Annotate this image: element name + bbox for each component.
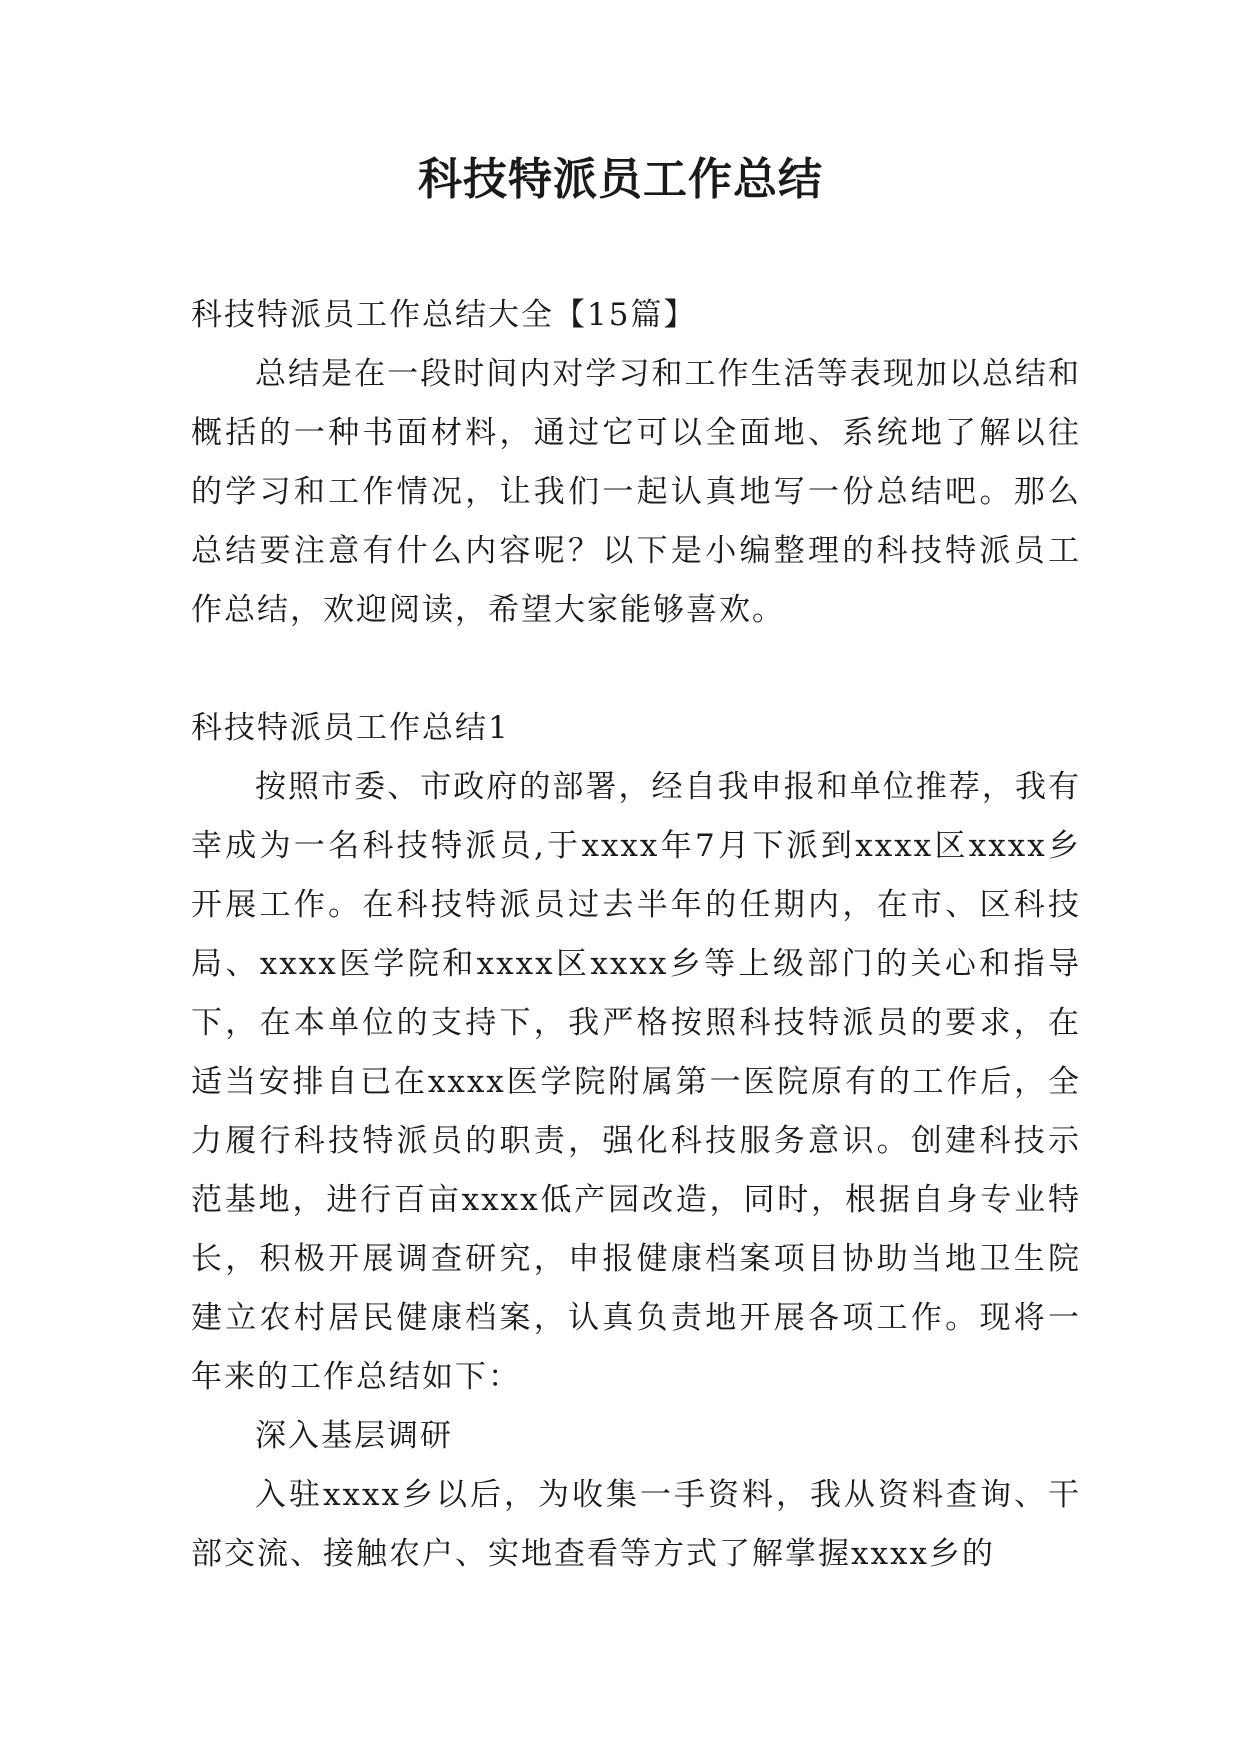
sub-heading: 深入基层调研 xyxy=(255,1418,453,1454)
document-body xyxy=(191,286,1081,1584)
section-heading: 科技特派员工作总结1 xyxy=(191,710,510,746)
body-paragraph: 按照市委、市政府的部署，经自我申报和单位推荐，我有幸成为一名科技特派员,于xxxx年7月下派到xxxx区xxxx乡开展工作。在科技特派员过去半年的任期内，在市、区科技局、xxxx医学院和xxxx区xxxx乡等上级部门的关心和指导下，在本单位的支持下，我严格按照科技特派员的要求，在适当安排自已在xxxx医学院附属第一医院原有的工作后，全力履行科技特派员的职责，强化科技服务意识。创建科技示范基地，进行百亩xxxx低产园改造，同时，根据自身专业特长，积极开展调查研究，申报健康档案项目协助当地卫生院建立农村居民健康档案，认真负责地开展各项工作。现将一年来的工作总结如下： xyxy=(191,769,1081,1395)
document-subtitle: 科技特派员工作总结大全【15篇】 xyxy=(191,297,697,333)
paragraph-gap xyxy=(191,640,1081,699)
body-paragraph-2: 入驻xxxx乡以后，为收集一手资料，我从资料查询、干部交流、接触农户、实地查看等方式了解掌握xxxx乡的 xyxy=(191,1477,1081,1572)
intro-paragraph: 总结是在一段时间内对学习和工作生活等表现加以总结和概括的一种书面材料，通过它可以全面地、系统地了解以往的学习和工作情况，让我们一起认真地写一份总结吧。那么总结要注意有什么内容呢？以下是小编整理的科技特派员工作总结，欢迎阅读，希望大家能够喜欢。 xyxy=(191,356,1081,628)
document-title: 科技特派员工作总结 xyxy=(418,154,823,205)
